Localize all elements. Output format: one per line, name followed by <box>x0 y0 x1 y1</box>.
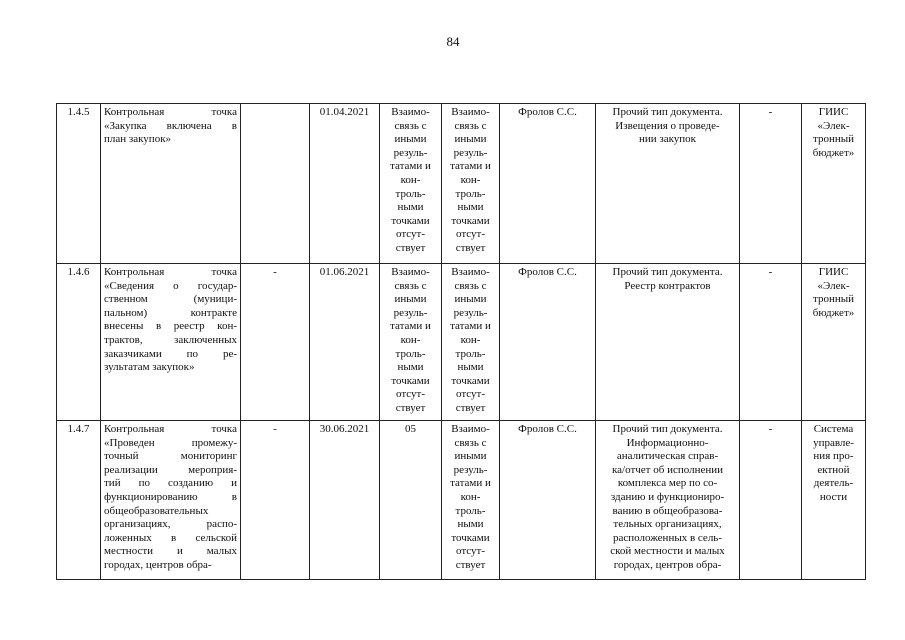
cell-line: зданию и функциониро- <box>610 490 725 503</box>
cell-line: ГИИС <box>818 266 849 278</box>
relation-cell <box>442 104 500 264</box>
cell-line: тронный <box>813 133 854 146</box>
cell-line: план закупок» <box>104 133 172 146</box>
cell-line: «Проведен промежу- <box>104 436 237 449</box>
cell-line: тельных организациях, <box>613 518 722 531</box>
cell-line: связь с <box>394 119 427 132</box>
cell-line: расположенных в сель- <box>613 531 722 544</box>
cell-line: татами и <box>450 160 491 173</box>
cell-line: ствует <box>395 241 426 254</box>
plan-table-body <box>57 104 866 580</box>
cell-line: татами и <box>390 320 431 333</box>
table-row <box>57 264 866 421</box>
cell-line: деятель- <box>813 477 854 490</box>
cell-line: городах, центров обра- <box>104 558 212 571</box>
date-cell: 30.06.2021 <box>310 421 380 580</box>
cell-line: ГИИС <box>818 106 849 118</box>
cell-line: функционированию в <box>104 490 237 503</box>
relation-cell <box>380 264 442 421</box>
cell-line: управле- <box>813 436 854 449</box>
cell-line: резуль- <box>453 463 488 476</box>
cell-line: ложенных в сельской <box>104 531 237 544</box>
cell-line: «Закупка включена в <box>104 119 237 132</box>
cell-line: резуль- <box>393 146 428 159</box>
cell-line: резуль- <box>453 146 488 159</box>
cell-line: точками <box>451 531 490 544</box>
plan-table <box>56 103 866 580</box>
cell-line: внесены в реестр кон- <box>104 320 237 333</box>
cell-line: ствует <box>455 558 486 571</box>
cell-line: татами и <box>390 160 431 173</box>
dash-cell: - <box>740 104 802 264</box>
row-number-cell: 1.4.7 <box>57 421 101 580</box>
responsible-cell: Фролов С.С. <box>500 421 596 580</box>
cell-line: трактов, заключенных <box>104 333 237 346</box>
cell-line: тий по созданию и <box>104 477 237 490</box>
cell-line: татами и <box>450 477 491 490</box>
document-cell <box>596 421 740 580</box>
cell-line: зультатам закупок» <box>104 361 195 374</box>
cell-line: «Сведения о государ- <box>104 279 237 292</box>
document-cell <box>596 264 740 421</box>
document-cell <box>596 104 740 264</box>
cell-line: иными <box>394 133 427 146</box>
cell-line: кон- <box>400 173 421 186</box>
cell-line: Информационно- <box>626 436 709 449</box>
responsible-cell: Фролов С.С. <box>500 104 596 264</box>
date-cell: 01.04.2021 <box>310 104 380 264</box>
cell-line: связь с <box>454 436 487 449</box>
cell-line: Контрольная точка <box>104 266 237 278</box>
cell-line: пальном) контракте <box>104 306 237 319</box>
cell-line: связь с <box>454 279 487 292</box>
cell-line: «Элек- <box>817 119 850 132</box>
cell-line: иными <box>394 293 427 306</box>
cell-line: общеобразовательных <box>104 504 209 517</box>
cell-line: ными <box>397 201 424 214</box>
cell-line: Прочий тип документа. <box>612 106 723 118</box>
cell-line: Взаимо- <box>391 106 430 118</box>
cell-line: троль- <box>395 347 426 360</box>
cell-line: аналитическая справ- <box>616 450 719 463</box>
cell-line: Прочий тип документа. <box>612 423 723 435</box>
cell-line: тронный <box>813 293 854 306</box>
cell-line: отсут- <box>395 228 425 241</box>
cell-line: кон- <box>460 173 481 186</box>
cell-line: отсут- <box>455 545 485 558</box>
dash-cell: - <box>740 264 802 421</box>
cell-line: Реестр контрактов <box>624 279 711 292</box>
cell-line: иными <box>454 133 487 146</box>
cell-line: ванию в общеобразова- <box>612 504 723 517</box>
cell-line: троль- <box>395 187 426 200</box>
cell-line: связь с <box>454 119 487 132</box>
row-number-cell: 1.4.6 <box>57 264 101 421</box>
system-cell <box>802 264 866 421</box>
cell-line: бюджет» <box>812 306 855 319</box>
cell-line: отсут- <box>455 228 485 241</box>
page-number: 84 <box>446 34 460 49</box>
cell-line: Контрольная точка <box>104 423 237 435</box>
cell-line: точный мониторинг <box>104 450 237 463</box>
cell-line: Прочий тип документа. <box>612 266 723 278</box>
cell-line: нии закупок <box>638 133 697 146</box>
cell-line: Взаимо- <box>451 423 490 435</box>
table-row <box>57 104 866 264</box>
cell-line: резуль- <box>453 306 488 319</box>
cell-line: иными <box>454 293 487 306</box>
cell-line: ка/отчет об исполнении <box>611 463 724 476</box>
cell-line: троль- <box>455 187 486 200</box>
cell-line: Взаимо- <box>451 266 490 278</box>
cell-line: точками <box>451 374 490 387</box>
relation-cell <box>442 421 500 580</box>
cell-line: троль- <box>455 347 486 360</box>
cell-line: иными <box>454 450 487 463</box>
cell-line: троль- <box>455 504 486 517</box>
cell-line: ской местности и малых <box>610 545 725 558</box>
relation-cell <box>442 264 500 421</box>
cell-line: Взаимо- <box>451 106 490 118</box>
event-name-cell <box>101 421 241 580</box>
system-cell <box>802 104 866 264</box>
cell-line: ствует <box>455 241 486 254</box>
table-row <box>57 421 866 580</box>
cell-line: реализации мероприя- <box>104 463 237 476</box>
cell-line: ствует <box>455 401 486 414</box>
cell-line: ными <box>457 361 484 374</box>
cell-line: точками <box>391 214 430 227</box>
cell-line: заказчиками по ре- <box>104 347 237 360</box>
dash-cell: - <box>241 264 310 421</box>
cell-line: ными <box>397 361 424 374</box>
cell-line: организациях, распо- <box>104 518 237 531</box>
cell-line: местности и малых <box>104 545 237 558</box>
dash-cell: - <box>740 421 802 580</box>
system-cell <box>802 421 866 580</box>
cell-line: связь с <box>394 279 427 292</box>
cell-line: татами и <box>450 320 491 333</box>
cell-line: кон- <box>460 490 481 503</box>
cell-line: Взаимо- <box>391 266 430 278</box>
cell-line: точками <box>391 374 430 387</box>
cell-line: бюджет» <box>812 146 855 159</box>
cell-line: точками <box>451 214 490 227</box>
event-name-cell <box>101 264 241 421</box>
cell-line: ности <box>819 490 848 503</box>
cell-line: Извещения о проведе- <box>615 119 720 132</box>
result-code-cell <box>380 421 442 580</box>
cell-line: «Элек- <box>817 279 850 292</box>
cell-line: Контрольная точка <box>104 106 237 118</box>
cell-line: отсут- <box>395 388 425 401</box>
cell-line: кон- <box>400 333 421 346</box>
cell-line: ния про- <box>813 450 854 463</box>
cell-line: ственном (муници- <box>104 293 237 306</box>
cell-line: комплекса мер по со- <box>617 477 718 490</box>
responsible-cell: Фролов С.С. <box>500 264 596 421</box>
relation-cell <box>380 104 442 264</box>
row-number-cell: 1.4.5 <box>57 104 101 264</box>
cell-line: ствует <box>395 401 426 414</box>
cell-line: резуль- <box>393 306 428 319</box>
cell-line: кон- <box>460 333 481 346</box>
event-name-cell <box>101 104 241 264</box>
empty-cell <box>241 104 310 264</box>
cell-line: ектной <box>817 463 850 476</box>
cell-line: ными <box>457 201 484 214</box>
cell-line: отсут- <box>455 388 485 401</box>
date-cell: 01.06.2021 <box>310 264 380 421</box>
cell-line: 05 <box>405 423 416 435</box>
cell-line: городах, центров обра- <box>613 558 722 571</box>
cell-line: ными <box>457 518 484 531</box>
dash-cell: - <box>241 421 310 580</box>
cell-line: Система <box>813 423 854 435</box>
